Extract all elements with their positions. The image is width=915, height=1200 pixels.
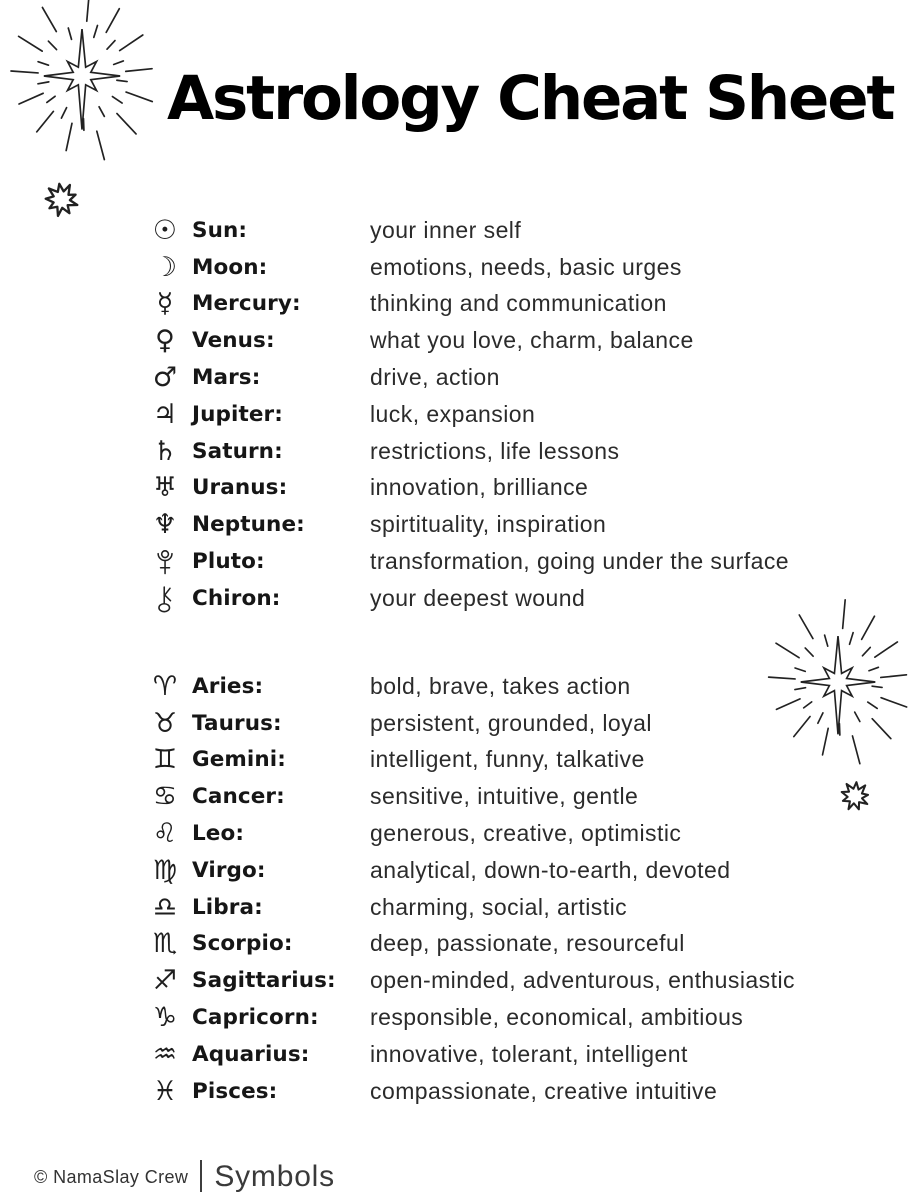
entry-meaning: transformation, going under the surface	[370, 548, 790, 575]
scorpio-symbol: ♏	[152, 928, 178, 960]
planet-row	[138, 433, 895, 470]
aquarius-symbol: ♒	[152, 1038, 178, 1070]
planet-row	[138, 543, 895, 580]
mercury-symbol: ☿	[156, 288, 174, 320]
saturn-symbol: ♄	[152, 435, 178, 467]
entry-meaning: restrictions, life lessons	[370, 437, 620, 464]
virgo-symbol: ♍	[152, 854, 178, 886]
entry-name: Cancer:	[192, 784, 285, 810]
page-title: Astrology Cheat Sheet	[167, 63, 894, 134]
sign-row	[138, 926, 895, 963]
entry-name: Pisces:	[192, 1078, 278, 1104]
planet-row	[138, 396, 895, 433]
sign-row	[138, 889, 895, 926]
sign-row	[138, 999, 895, 1036]
venus-symbol: ♀	[155, 325, 175, 357]
planet-list	[138, 212, 895, 617]
cancer-symbol: ♋	[152, 781, 178, 813]
entry-name: Virgo:	[192, 857, 266, 883]
footer	[34, 1160, 335, 1194]
sign-row	[138, 1036, 895, 1073]
planet-row	[138, 359, 895, 396]
planet-row	[138, 322, 895, 359]
brand-name: Symbols	[214, 1160, 335, 1193]
entry-name: Sagittarius:	[192, 968, 336, 994]
entry-meaning: your deepest wound	[370, 584, 586, 611]
chiron-symbol	[138, 584, 192, 613]
taurus-symbol: ♉	[152, 707, 178, 739]
entry-name: Moon:	[192, 254, 268, 280]
entry-name: Aquarius:	[192, 1041, 310, 1067]
entry-meaning: what you love, charm, balance	[370, 327, 694, 354]
entry-meaning: emotions, needs, basic urges	[370, 253, 682, 280]
entry-name: Taurus:	[192, 710, 282, 736]
capricorn-symbol: ♑	[152, 1002, 178, 1034]
entry-meaning: bold, brave, takes action	[370, 672, 631, 699]
entry-meaning: deep, passionate, resourceful	[370, 930, 685, 957]
entry-meaning: generous, creative, optimistic	[370, 820, 682, 847]
entry-meaning: sensitive, intuitive, gentle	[370, 783, 639, 810]
planet-row	[138, 249, 895, 286]
planet-row	[138, 286, 895, 323]
star-icon	[38, 176, 84, 222]
sun-symbol: ☉	[152, 214, 178, 246]
entry-name: Uranus:	[192, 475, 288, 501]
pluto-symbol	[138, 547, 192, 576]
sign-row	[138, 852, 895, 889]
sign-row	[138, 778, 895, 815]
entry-meaning: thinking and communication	[370, 290, 667, 317]
entry-meaning: innovation, brilliance	[370, 474, 589, 501]
neptune-symbol: ♆	[152, 509, 178, 541]
entry-meaning: persistent, grounded, loyal	[370, 709, 652, 736]
entry-name: Leo:	[192, 821, 245, 847]
starburst-icon	[0, 0, 170, 164]
gemini-symbol: ♊	[152, 744, 178, 776]
sign-row	[138, 962, 895, 999]
entry-meaning: luck, expansion	[370, 400, 536, 427]
entry-name: Jupiter:	[192, 401, 283, 427]
entry-meaning: analytical, down-to-earth, devoted	[370, 856, 731, 883]
entry-name: Sun:	[192, 217, 248, 243]
entry-name: Chiron:	[192, 585, 281, 611]
planet-row	[138, 212, 895, 249]
entry-meaning: intelligent, funny, talkative	[370, 746, 645, 773]
entry-name: Mercury:	[192, 291, 301, 317]
star-icon	[835, 776, 875, 816]
leo-symbol: ♌	[152, 818, 178, 850]
sign-row	[138, 815, 895, 852]
entry-meaning: spirtituality, inspiration	[370, 511, 607, 538]
sign-row	[138, 1073, 895, 1110]
entry-meaning: compassionate, creative intuitive	[370, 1077, 718, 1104]
planet-row	[138, 506, 895, 543]
copyright-credit: © NamaSlay Crew	[34, 1166, 189, 1187]
entry-name: Aries:	[192, 673, 264, 699]
entry-name: Pluto:	[192, 549, 265, 575]
entry-meaning: drive, action	[370, 364, 500, 391]
planet-row	[138, 470, 895, 507]
entry-name: Neptune:	[192, 512, 305, 538]
uranus-symbol: ♅	[152, 472, 178, 504]
entry-name: Saturn:	[192, 438, 283, 464]
entry-meaning: open-minded, adventurous, enthusiastic	[370, 967, 795, 994]
entry-meaning: charming, social, artistic	[370, 893, 628, 920]
jupiter-symbol: ♃	[152, 398, 178, 430]
mars-symbol: ♂	[152, 362, 178, 394]
entry-name: Gemini:	[192, 747, 286, 773]
libra-symbol: ♎	[152, 891, 178, 923]
entry-name: Venus:	[192, 328, 275, 354]
entry-name: Scorpio:	[192, 931, 293, 957]
entry-name: Capricorn:	[192, 1005, 319, 1031]
footer-divider	[200, 1160, 202, 1192]
entry-name: Mars:	[192, 365, 261, 391]
entry-meaning: responsible, economical, ambitious	[370, 1004, 744, 1031]
moon-symbol: ☽	[152, 251, 178, 283]
entry-meaning: innovative, tolerant, intelligent	[370, 1040, 688, 1067]
entry-name: Libra:	[192, 894, 263, 920]
starburst-icon	[752, 596, 915, 768]
pisces-symbol: ♓	[152, 1075, 178, 1107]
sagittarius-symbol: ♐	[152, 965, 178, 997]
aries-symbol: ♈	[152, 670, 178, 702]
entry-meaning: your inner self	[370, 216, 522, 243]
